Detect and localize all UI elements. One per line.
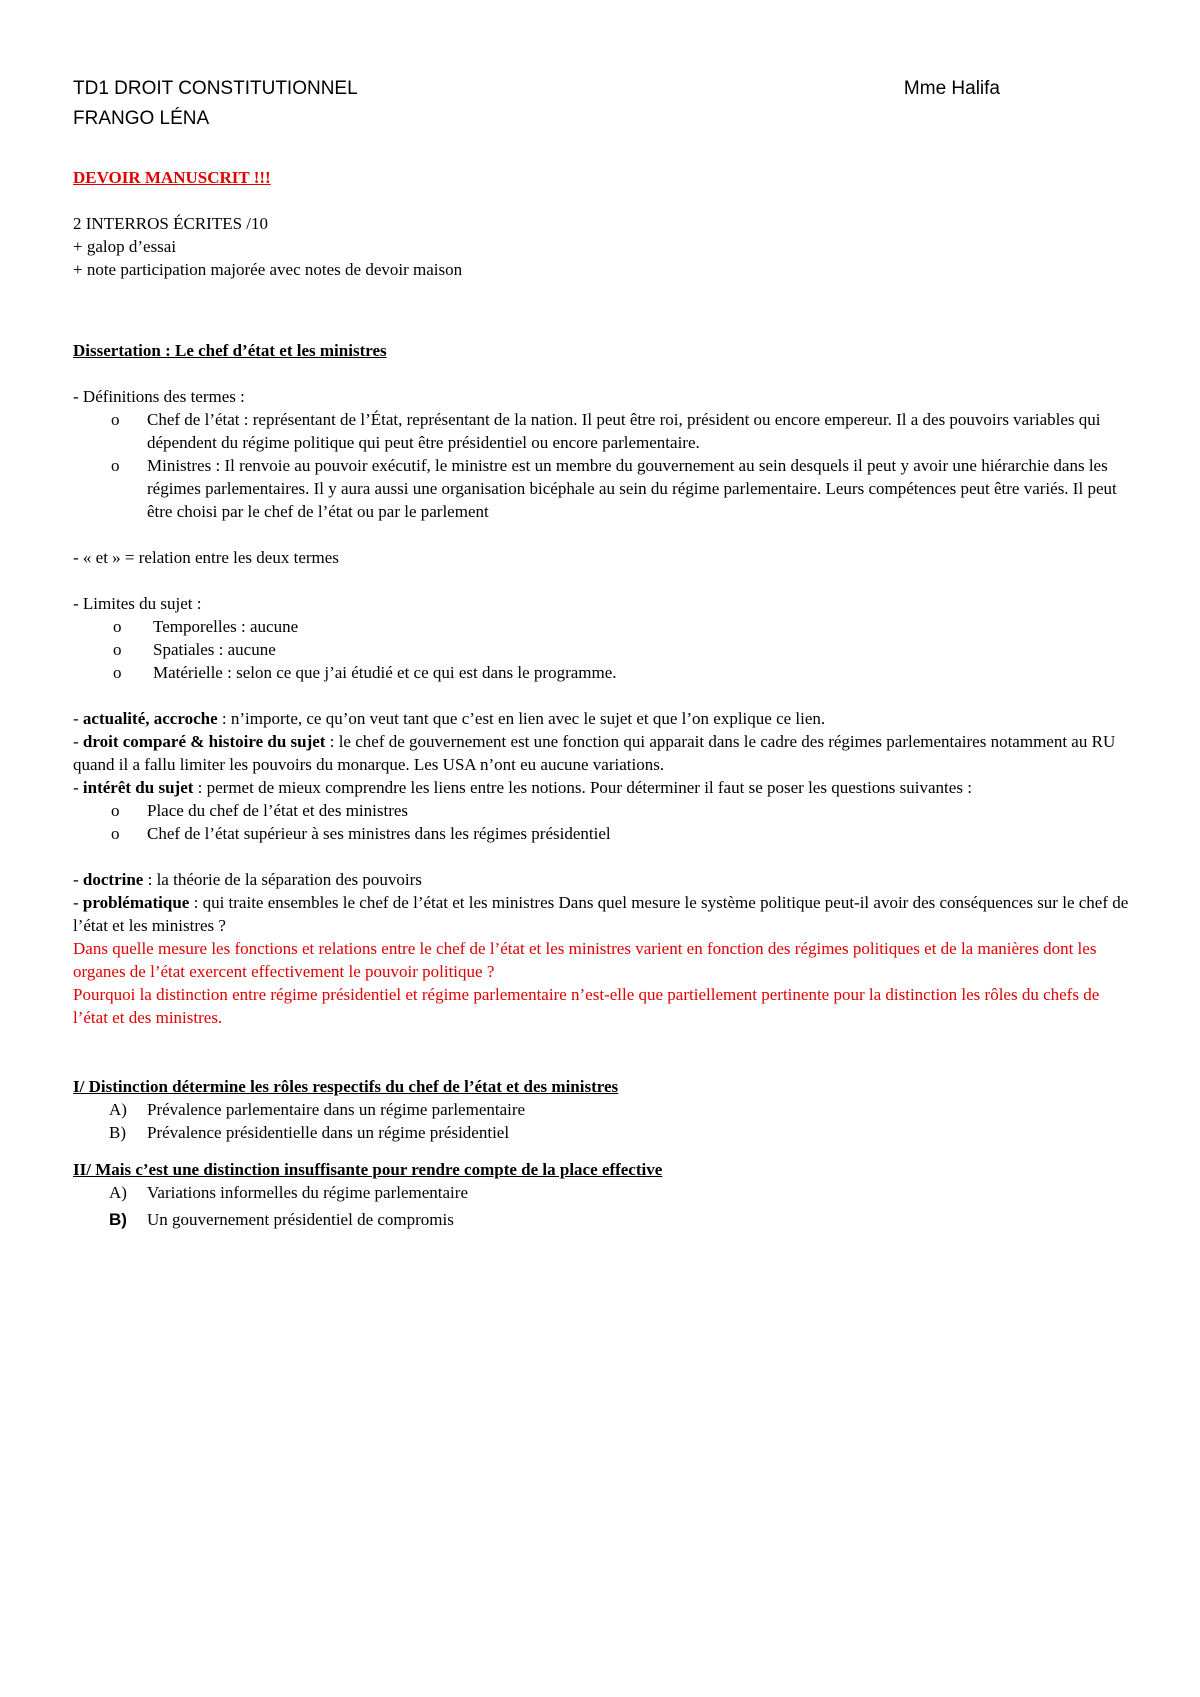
grading-line-3: + note participation majorée avec notes de devoir maison — [73, 260, 463, 279]
bullet-marker: o — [111, 824, 120, 843]
bullet-marker: o — [111, 801, 120, 820]
droit-compare-paragraph: - droit comparé & histoire du sujet : le chef de gouvernement est une fonction qui apparait dans le cadre des régimes parlementaires notamment au RU quand il a fallu limiter les pouvoirs du monarque. Les USA n’ont eu aucune variations. — [73, 732, 1116, 774]
plan-part-2-title: II/ Mais c’est une distinction insuffisante pour rendre compte de la place effective — [73, 1160, 663, 1179]
bullet-marker: o — [113, 617, 122, 636]
limits-heading: - Limites du sujet : — [73, 594, 202, 613]
plan-item — [73, 1098, 1133, 1121]
teacher-name: Mme Halifa — [903, 78, 1000, 99]
limit-spatiales: Spatiales : aucune — [153, 640, 276, 659]
plan-item-marker: A) — [109, 1183, 127, 1202]
droit-compare-text: : le chef de gouvernement est une fonction qui apparait dans le cadre des régimes parlementaires notamment au RU quand il a fallu limiter les pouvoirs du monarque. Les USA n’ont eu aucune variations. — [73, 732, 1116, 774]
relation-line: - « et » = relation entre les deux termes — [73, 548, 339, 567]
doctrine-label: doctrine — [82, 870, 144, 889]
plan-item-text: Variations informelles du régime parlementaire — [147, 1183, 468, 1202]
interet-paragraph: - intérêt du sujet : permet de mieux comprendre les liens entre les notions. Pour déterminer il faut se poser les questions suivantes : — [73, 778, 972, 797]
grading-line-1: 2 INTERROS ÉCRITES /10 — [73, 214, 269, 233]
bullet-marker: o — [113, 663, 122, 682]
bullet-marker: o — [111, 410, 120, 429]
limit-item — [73, 638, 1133, 661]
definition-chef-etat: Chef de l’état : représentant de l’État, représentant de la nation. Il peut être roi, président ou encore empereur. Il a des pouvoirs variables qui dépendent du régime politique qui peut être présidentiel ou encore parlementaire. — [147, 410, 1101, 452]
problematique-paragraph: - problématique : qui traite ensembles le chef de l’état et les ministres Dans quel mesure le système politique peut-il avoir des conséquences sur le chef de l’état et les ministres ? — [73, 893, 1129, 935]
document-page — [73, 74, 1133, 1231]
limit-item — [73, 615, 1133, 638]
actualite-text: : n’importe, ce qu’on veut tant que c’est en lien avec le sujet et que l’on explique ce lien. — [217, 709, 826, 728]
plan-item — [73, 1208, 1133, 1231]
plan-part-1-title: I/ Distinction détermine les rôles respectifs du chef de l’état et des ministres — [73, 1077, 619, 1096]
bullet-marker: o — [113, 640, 122, 659]
actualite-label: actualité, accroche — [82, 709, 218, 728]
limit-item — [73, 661, 1133, 684]
interet-question-1: Place du chef de l’état et des ministres — [147, 801, 409, 820]
plan-item-text: Prévalence parlementaire dans un régime parlementaire — [147, 1100, 526, 1119]
interet-label: intérêt du sujet — [82, 778, 194, 797]
plan-item — [73, 1181, 1133, 1204]
course-title: TD1 DROIT CONSTITUTIONNEL — [73, 78, 358, 99]
document-header — [73, 74, 1133, 134]
problematique-label: problématique — [82, 893, 190, 912]
plan-item-marker: B) — [109, 1123, 126, 1142]
problematique-question-2: Pourquoi la distinction entre régime présidentiel et régime parlementaire n’est-elle que partiellement pertinente pour la distinction les rôles du chefs de l’état et des ministres. — [73, 985, 1100, 1027]
plan-item-marker: B) — [109, 1210, 127, 1229]
interet-item — [73, 799, 1133, 822]
limit-temporelles: Temporelles : aucune — [153, 617, 299, 636]
interet-item — [73, 822, 1133, 845]
handwritten-notice: DEVOIR MANUSCRIT !!! — [73, 168, 271, 187]
droit-compare-label: droit comparé & histoire du sujet — [82, 732, 326, 751]
limit-materielle: Matérielle : selon ce que j’ai étudié et ce qui est dans le programme. — [153, 663, 617, 682]
definition-item — [73, 408, 1133, 454]
plan-item-text: Prévalence présidentielle dans un régime présidentiel — [147, 1123, 510, 1142]
grading-line-2: + galop d’essai — [73, 237, 177, 256]
plan-item — [73, 1121, 1133, 1144]
student-name: FRANGO LÉNA — [73, 108, 210, 129]
interet-question-2: Chef de l’état supérieur à ses ministres dans les régimes présidentiel — [147, 824, 611, 843]
dissertation-title: Dissertation : Le chef d’état et les ministres — [73, 341, 387, 360]
interet-text: : permet de mieux comprendre les liens entre les notions. Pour déterminer il faut se poser les questions suivantes : — [193, 778, 972, 797]
definition-item — [73, 454, 1133, 523]
definition-ministres: Ministres : Il renvoie au pouvoir exécutif, le ministre est un membre du gouvernement au sein desquels il peut y avoir une hiérarchie dans les régimes parlementaires. Il y aura aussi une organisation bicéphale au sein du régime parlementaire. Leurs compétences peut être variés. Il peut être choisi par le chef de l’état ou par le parlement — [147, 456, 1117, 521]
problematique-text: : qui traite ensembles le chef de l’état et les ministres Dans quel mesure le système politique peut-il avoir des conséquences sur le chef de l’état et les ministres ? — [73, 893, 1129, 935]
problematique-question-1: Dans quelle mesure les fonctions et relations entre le chef de l’état et les ministres varient en fonction des régimes politiques et de la manières dont les organes de l’état exercent effectivement le pouvoir politique ? — [73, 939, 1097, 981]
doctrine-paragraph: - doctrine : la théorie de la séparation des pouvoirs — [73, 870, 422, 889]
doctrine-text: : la théorie de la séparation des pouvoirs — [143, 870, 422, 889]
bullet-marker: o — [111, 456, 120, 475]
plan-item-marker: A) — [109, 1100, 127, 1119]
definitions-heading: - Définitions des termes : — [73, 387, 245, 406]
actualite-paragraph: - actualité, accroche : n’importe, ce qu’on veut tant que c’est en lien avec le sujet et que l’on explique ce lien. — [73, 709, 826, 728]
plan-item-text: Un gouvernement présidentiel de compromis — [147, 1210, 454, 1229]
